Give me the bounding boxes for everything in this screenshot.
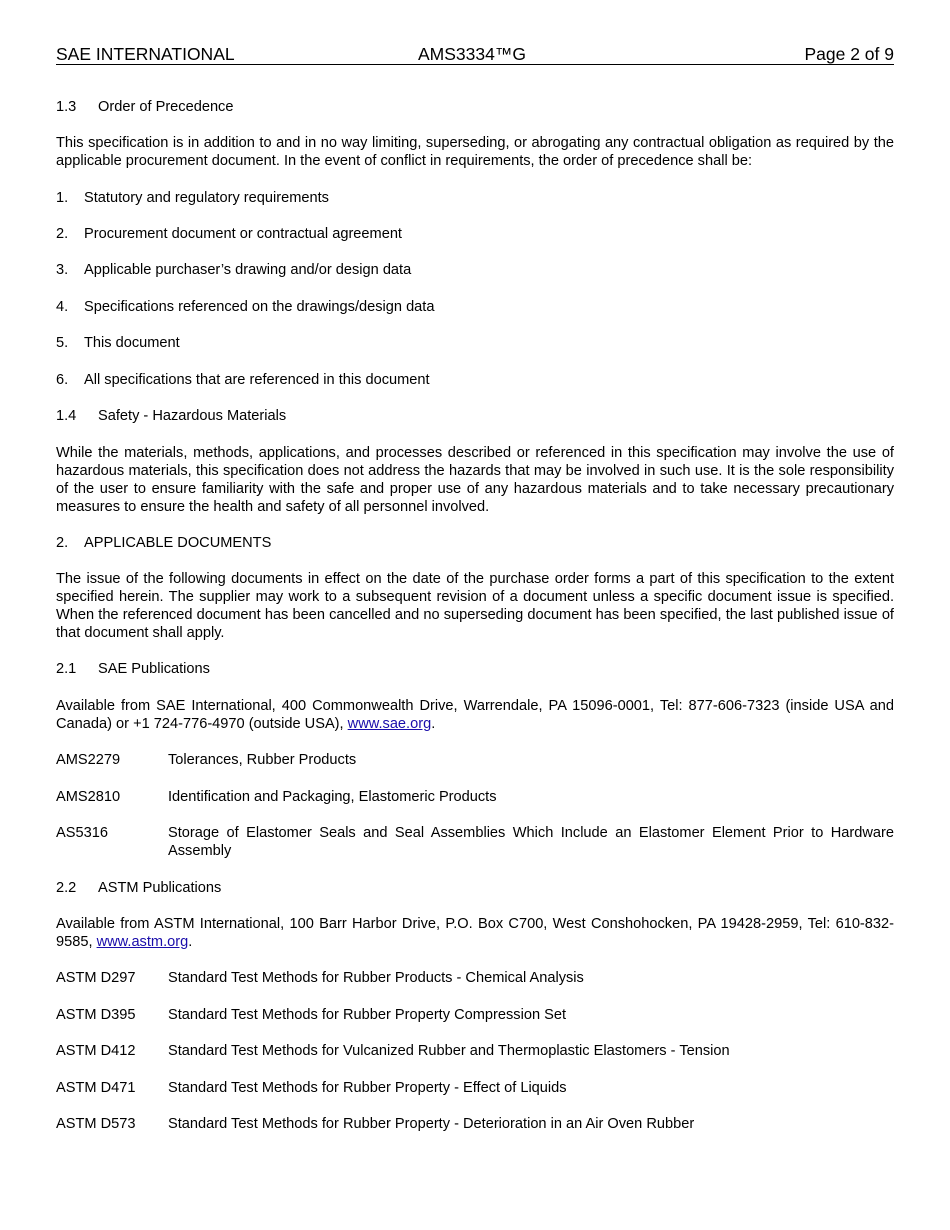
reference-title: Standard Test Methods for Vulcanized Rubber and Thermoplastic Elastomers - Tension: [168, 1043, 730, 1059]
section-title: Order of Precedence: [98, 99, 234, 115]
section-heading-2-1: [56, 660, 894, 678]
sae-website-link[interactable]: www.sae.org: [347, 716, 432, 732]
header-page-number: Page 2 of 9: [804, 44, 894, 64]
reference-title: Standard Test Methods for Rubber Property - Deterioration in an Air Oven Rubber: [168, 1116, 695, 1132]
reference-title: Storage of Elastomer Seals and Seal Assemblies Which Include an Elastomer Element Prior to Hardware Assembly: [168, 825, 894, 859]
page-header: [56, 44, 894, 65]
section-heading-1-4: [56, 407, 894, 425]
reference-row: [56, 824, 894, 860]
reference-code: ASTM D395: [56, 1007, 136, 1023]
reference-row: [56, 1079, 894, 1097]
reference-code: ASTM D297: [56, 970, 136, 986]
section-heading-2-2: [56, 879, 894, 897]
reference-row: [56, 1006, 894, 1024]
section-number: 1.4: [56, 408, 77, 424]
section-number: 1.3: [56, 99, 77, 115]
paragraph-precedence: This specification is in addition to and in no way limiting, superseding, or abrogating any contractual obligation as required by the applicable procurement document. In the event of conflict in requirements, the order of precedence shall be:: [56, 135, 894, 169]
astm-website-link[interactable]: www.astm.org: [96, 934, 189, 950]
list-item: 1. Statutory and regulatory requirements: [56, 190, 329, 206]
reference-code: AMS2279: [56, 752, 121, 768]
reference-row: [56, 1115, 894, 1133]
reference-title: Tolerances, Rubber Products: [168, 752, 357, 768]
section-title: APPLICABLE DOCUMENTS: [84, 535, 272, 551]
section-number: 2.: [56, 535, 69, 551]
list-item: 6. All specifications that are referenced in this document: [56, 372, 430, 388]
reference-title: Standard Test Methods for Rubber Products - Chemical Analysis: [168, 970, 584, 986]
section-number: 2.1: [56, 661, 77, 677]
header-doc-id: AMS3334™G: [418, 44, 526, 64]
section-heading-2: [56, 534, 894, 552]
reference-row: [56, 788, 894, 806]
reference-code: ASTM D412: [56, 1043, 136, 1059]
reference-row: [56, 751, 894, 769]
list-item: 4. Specifications referenced on the drawings/design data: [56, 299, 435, 315]
list-item: 5. This document: [56, 335, 180, 351]
section-number: 2.2: [56, 880, 77, 896]
reference-title: Standard Test Methods for Rubber Property Compression Set: [168, 1007, 567, 1023]
reference-code: AMS2810: [56, 789, 121, 805]
reference-title: Identification and Packaging, Elastomeric Products: [168, 789, 497, 805]
reference-title: Standard Test Methods for Rubber Property - Effect of Liquids: [168, 1080, 567, 1096]
paragraph-safety: While the materials, methods, applications, and processes described or referenced in this specification may involve the use of hazardous materials, this specification does not address the hazards that may be involved in such use. It is the sole responsibility of the user to ensure familiarity with the safe and proper use of any hazardous materials and to take necessary precautionary measures to ensure the health and safety of all personnel involved.: [56, 445, 894, 515]
reference-row: [56, 969, 894, 987]
section-title: SAE Publications: [98, 661, 210, 677]
list-item: 2. Procurement document or contractual agreement: [56, 226, 402, 242]
reference-row: [56, 1042, 894, 1060]
reference-code: AS5316: [56, 825, 108, 841]
section-title: Safety - Hazardous Materials: [98, 408, 287, 424]
section-heading-1-3: [56, 98, 894, 116]
reference-code: ASTM D573: [56, 1116, 136, 1132]
header-org: SAE INTERNATIONAL: [56, 44, 235, 64]
paragraph-sae-availability: Available from SAE International, 400 Commonwealth Drive, Warrendale, PA 15096-0001, Tel: 877-606-7323 (inside USA and Canada) or +1 724-776-4970 (outside USA), www.sae.org.: [56, 698, 894, 732]
section-title: ASTM Publications: [98, 880, 222, 896]
list-item: 3. Applicable purchaser’s drawing and/or design data: [56, 262, 412, 278]
paragraph-applicable-documents: The issue of the following documents in effect on the date of the purchase order forms a part of this specification to the extent specified herein. The supplier may work to a subsequent revision of a document unless a specific document issue is specified. When the referenced document has been cancelled and no superseding document has been specified, the last published issue of that document shall apply.: [56, 571, 894, 641]
reference-code: ASTM D471: [56, 1080, 136, 1096]
paragraph-astm-availability: Available from ASTM International, 100 Barr Harbor Drive, P.O. Box C700, West Conshohocken, PA 19428-2959, Tel: 610-832-9585, www.astm.org.: [56, 916, 894, 950]
